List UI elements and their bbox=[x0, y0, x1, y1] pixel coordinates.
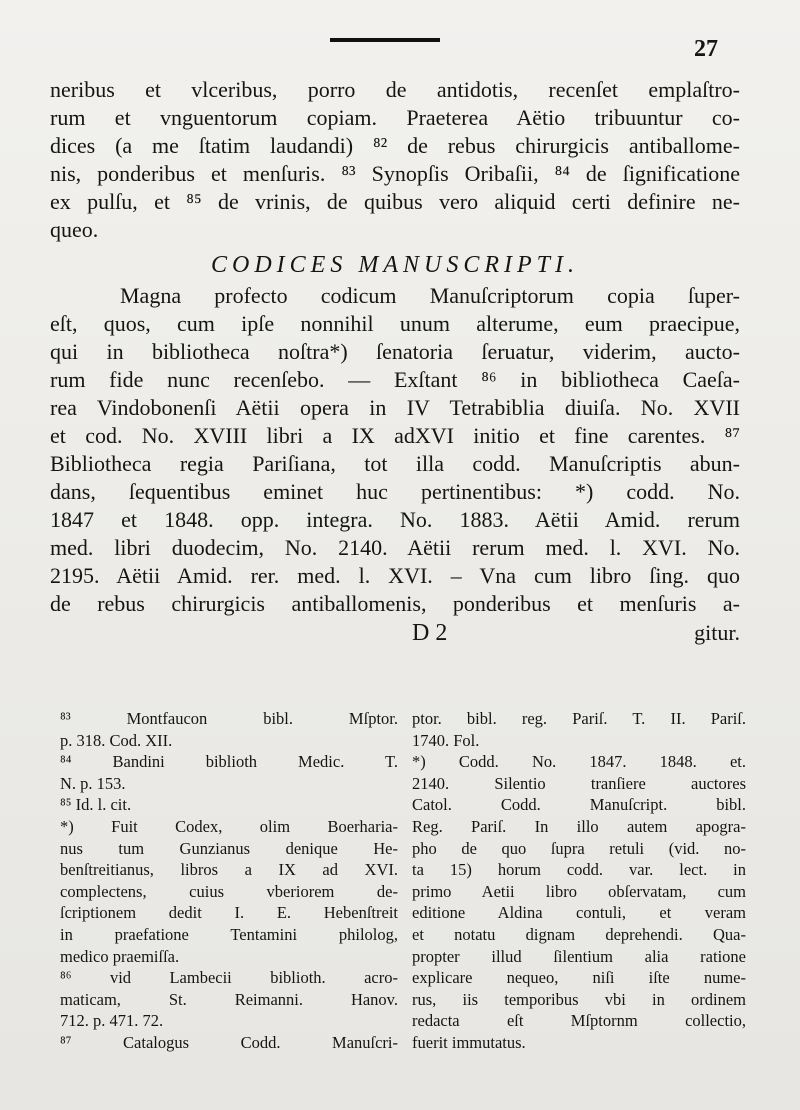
main-text bbox=[50, 76, 740, 648]
footnote-line: *) Codd. No. 1847. 1848. et. bbox=[412, 752, 746, 772]
footnote-line: ſcriptionem dedit I. E. Hebenſtreit bbox=[60, 903, 398, 923]
footnote-line: 712. p. 471. 72. bbox=[60, 1011, 164, 1031]
footnote-line: ⁸⁶ vid Lambecii biblioth. acro- bbox=[60, 968, 398, 988]
footnote-line: propter illud ſilentium alia ratione bbox=[412, 946, 746, 966]
signature-mark: D 2 bbox=[412, 620, 448, 646]
footnote-line: medico praemiſſa. bbox=[60, 946, 180, 966]
text-line: 1847 et 1848. opp. integra. No. 1883. Aëtii Amid. rerum bbox=[50, 507, 740, 532]
footnote-line: primo Aetii libro obſervatam, cum bbox=[412, 881, 746, 901]
footnote-line: ⁸³ Montfaucon bibl. Mſptor. bbox=[60, 709, 398, 728]
page-number: 27 bbox=[694, 36, 718, 62]
footnote-line: et notatu dignam deprehendi. Qua- bbox=[412, 924, 746, 944]
text-line: nis, ponderibus et menſuris. ⁸³ Synopſis Oribaſii, ⁸⁴ de ſignificatione bbox=[50, 161, 740, 186]
text-line: rea Vindobonenſi Aëtii opera in IV Tetrabiblia diuiſa. No. XVII bbox=[50, 395, 740, 420]
footnote-line: ⁸⁴ Bandini biblioth Medic. T. bbox=[60, 752, 398, 772]
footnote-line: 2140. Silentio tranſiere auctores bbox=[412, 773, 746, 793]
section-heading: CODICES MANUSCRIPTI. bbox=[211, 252, 579, 278]
text-line: ex pulſu, et ⁸⁵ de vrinis, de quibus vero aliquid certi definire ne- bbox=[50, 189, 740, 214]
text-line: dices (a me ſtatim laudandi) ⁸² de rebus chirurgicis antiballome- bbox=[50, 133, 740, 158]
footnote-line: benſtreitianus, libros a IX ad XVI. bbox=[60, 860, 398, 880]
footnote-line: fuerit immutatus. bbox=[412, 1032, 526, 1052]
text-line: eſt, quos, cum ipſe nonnihil unum alterume, eum praecipue, bbox=[50, 311, 740, 336]
footnote-line: complectens, cuius vberiorem de- bbox=[60, 881, 398, 901]
footnote-line: N. p. 153. bbox=[60, 773, 126, 793]
footnote-line: explicare nequeo, niſi iſte nume- bbox=[412, 968, 746, 988]
text-line: Bibliotheca regia Pariſiana, tot illa codd. Manuſcriptis abun- bbox=[50, 451, 740, 476]
footnote-line: ptor. bibl. reg. Pariſ. T. II. Pariſ. bbox=[412, 709, 746, 728]
footnote-line: Reg. Pariſ. In illo autem apogra- bbox=[412, 816, 746, 836]
text-line: queo. bbox=[50, 217, 99, 242]
footnote-line: 1740. Fol. bbox=[412, 730, 480, 750]
text-line: neribus et vlceribus, porro de antidotis, recenſet emplaſtro- bbox=[50, 77, 740, 102]
text-line: rum et vnguentorum copiam. Praeterea Aëtio tribuuntur co- bbox=[50, 105, 740, 130]
text-line: de rebus chirurgicis antiballomenis, ponderibus et menſuris a- bbox=[50, 591, 740, 616]
footnote-line: ta 15) horum codd. var. lect. in bbox=[412, 860, 746, 880]
footnote-column-right bbox=[412, 708, 746, 1054]
text-line: rum fide nunc recenſebo. — Exſtant ⁸⁶ in bibliotheca Caeſa- bbox=[50, 367, 740, 392]
footnote-line: editione Aldina contuli, et veram bbox=[412, 903, 746, 923]
text-line: et cod. No. XVIII libri a IX adXVI initio et fine carentes. ⁸⁷ bbox=[50, 423, 740, 448]
footnote-line: ⁸⁷ Catalogus Codd. Manuſcri- bbox=[60, 1032, 398, 1052]
footnote-line: *) Fuit Codex, olim Boerharia- bbox=[60, 816, 398, 836]
footnote-column-left bbox=[60, 708, 398, 1054]
footnote-line: ⁸⁵ Id. l. cit. bbox=[60, 795, 132, 815]
text-line: dans, ſequentibus eminet huc pertinentibus: *) codd. No. bbox=[50, 479, 740, 504]
text-line: qui in bibliotheca noſtra*) ſenatoria ſeruatur, viderim, aucto- bbox=[50, 339, 740, 364]
text-line: Magna profecto codicum Manuſcriptorum copia ſuper- bbox=[120, 283, 740, 308]
header-rule bbox=[330, 38, 440, 42]
signature-line bbox=[50, 618, 740, 648]
footnote-line: in praefatione Tentamini philolog, bbox=[60, 924, 398, 944]
text-line: med. libri duodecim, No. 2140. Aëtii rerum med. l. XVI. No. bbox=[50, 535, 740, 560]
footnote-line: Catol. Codd. Manuſcript. bibl. bbox=[412, 795, 746, 815]
text-line: 2195. Aëtii Amid. rer. med. l. XVI. – Vna cum libro ſing. quo bbox=[50, 563, 740, 588]
catchword: gitur. bbox=[694, 620, 740, 645]
footnote-line: maticam, St. Reimanni. Hanov. bbox=[60, 989, 398, 1009]
footnote-line: nus tum Gunzianus denique He- bbox=[60, 838, 398, 858]
footnote-line: redacta eſt Mſptornm collectio, bbox=[412, 1011, 746, 1031]
footnote-line: pho de quo ſupra retuli (vid. no- bbox=[412, 838, 746, 858]
footnote-line: rus, iis temporibus vbi in ordinem bbox=[412, 989, 746, 1009]
footnote-line: p. 318. Cod. XII. bbox=[60, 730, 173, 750]
